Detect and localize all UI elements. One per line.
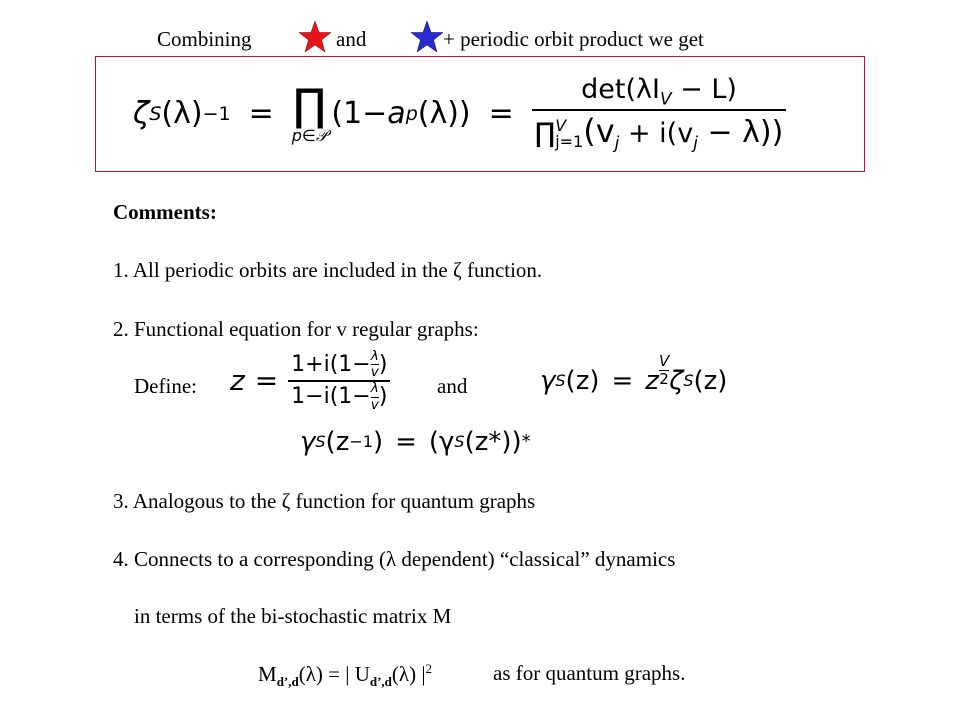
define-and: and <box>437 374 468 398</box>
comment-item-1: 1. All periodic orbits are included in the ζ function. <box>113 258 543 282</box>
header-rest: + periodic orbit product we get <box>443 27 704 51</box>
final-tail: as for quantum graphs. <box>493 661 686 685</box>
comments-heading: Comments: <box>113 200 217 224</box>
define-z-formula: z = 1+i(1− $\frac{\lambda}{v}$ ) 1−i(1− $\frac{\lambda}{v}$ ) <box>230 343 390 419</box>
header-and: and <box>336 27 367 51</box>
functional-equation: γ S (z −1 ) = (γ S (z*)) * <box>300 427 531 457</box>
comment-item-4b: in terms of the bi-stochastic matrix M <box>134 604 452 628</box>
comment-item-3: 3. Analogous to the ζ function for quantum graphs <box>113 489 536 513</box>
comment-item-2: 2. Functional equation for v regular graphs: <box>113 317 479 341</box>
define-label: Define: <box>134 374 197 398</box>
gamma-definition-formula: γ S (z) = z V 2 ζ S (z) <box>540 351 728 396</box>
header-combining: Combining <box>157 27 252 51</box>
comment-item-4: 4. Connects to a corresponding (λ dependent) “classical” dynamics <box>113 547 676 571</box>
red-star-icon <box>298 20 332 54</box>
zeta-product-formula: ζ S (λ) −1 = ∏ p∈𝒫 (1− a p (λ)) = $\det(\lambda I_V - L)$ ∏ V j=1 $(v_j + i(v_j - \lambda))$ <box>133 68 786 160</box>
final-equation: $M_{d’,d}(\lambda)$ = | $U_{d’,d}(\lambda)$ $|^2$ <box>258 661 433 690</box>
blue-star-icon <box>410 20 444 54</box>
